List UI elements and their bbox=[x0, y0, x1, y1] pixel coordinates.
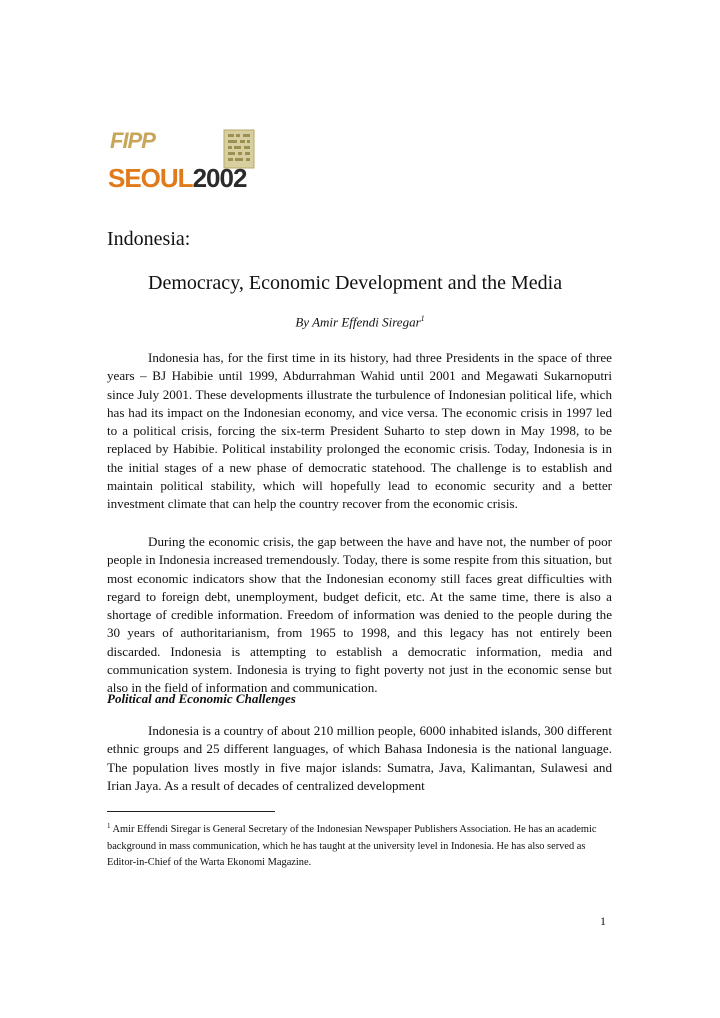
body-paragraph-3 bbox=[107, 722, 612, 795]
body-paragraph-1 bbox=[107, 349, 612, 514]
conference-logo bbox=[108, 128, 258, 198]
paragraph-text: Indonesia is a country of about 210 million people, 6000 inhabited islands, 300 different ethnic groups and 25 different languages, of which Bahasa Indonesia is the national language. The population lives mostly in five major islands: Sumatra, Java, Kalimantan, Sulawesi and Irian Jaya. As a result of decades of centralized development bbox=[107, 723, 612, 793]
logo-seoul: SEOUL bbox=[108, 163, 193, 193]
author-name: By Amir Effendi Siregar bbox=[295, 314, 421, 330]
section-heading: Political and Economic Challenges bbox=[107, 691, 296, 706]
paragraph-text: Indonesia has, for the first time in its history, had three Presidents in the space of three years – BJ Habibie until 1999, Abdurrahman Wahid until 2001 and Megawati Sukarnoputri since July 2001. These developments illustrate the turbulence of Indonesian political life, which has had its impact on the Indonesian economy, and vice versa. The economic crisis in 1997 led to a political crisis, forcing the six-term President Suharto to step down in May 1998, to be replaced by Habibie. Political instability prolonged the economic crisis. Today, Indonesia is in the initial stages of a new phase of democratic statehood. The challenge is to establish and maintain political stability, which will hopefully lead to economic security and a better investment climate that can help the country recover from the economic crisis. bbox=[107, 350, 612, 512]
author-byline bbox=[0, 314, 720, 330]
page-number: 1 bbox=[600, 914, 606, 928]
logo-fipp-text: FIPP bbox=[110, 128, 155, 153]
logo-year: 2002 bbox=[192, 163, 247, 193]
logo-seoul-2002-text bbox=[108, 164, 246, 192]
footnote-marker: 1 bbox=[107, 822, 111, 830]
paragraph-text: During the economic crisis, the gap between the have and have not, the number of poor people in Indonesia increased tremendously. Today, there is some respite from this situation, but most economic indicators show that the Indonesian economy still faces great difficulties with regard to foreign debt, unemployment, budget deficit, etc. At the same time, there is also a shortage of credible information. Freedom of information was denied to the people during the 30 years of authoritarianism, from 1965 to 1998, and this legacy has not entirely been discarded. Indonesia is attempting to establish a democratic information, media and communication system. Indonesia is trying to fight poverty not just in the economic sense but also in the field of information and communication. bbox=[107, 534, 612, 696]
footnote-divider bbox=[107, 811, 275, 812]
footnote-text: Amir Effendi Siregar is General Secretary of the Indonesian Newspaper Publishers Association. He has an academic background in mass communication, which he has taught at the university level in Indonesia. He has also served as Editor-in-Chief of the Warta Ekonomi Magazine. bbox=[107, 824, 597, 868]
footnote bbox=[107, 818, 612, 872]
body-paragraph-2 bbox=[107, 533, 612, 698]
page-title: Indonesia: bbox=[107, 228, 191, 250]
page-subtitle: Democracy, Economic Development and the Media bbox=[148, 272, 563, 294]
footnote-reference: 1 bbox=[420, 314, 425, 323]
